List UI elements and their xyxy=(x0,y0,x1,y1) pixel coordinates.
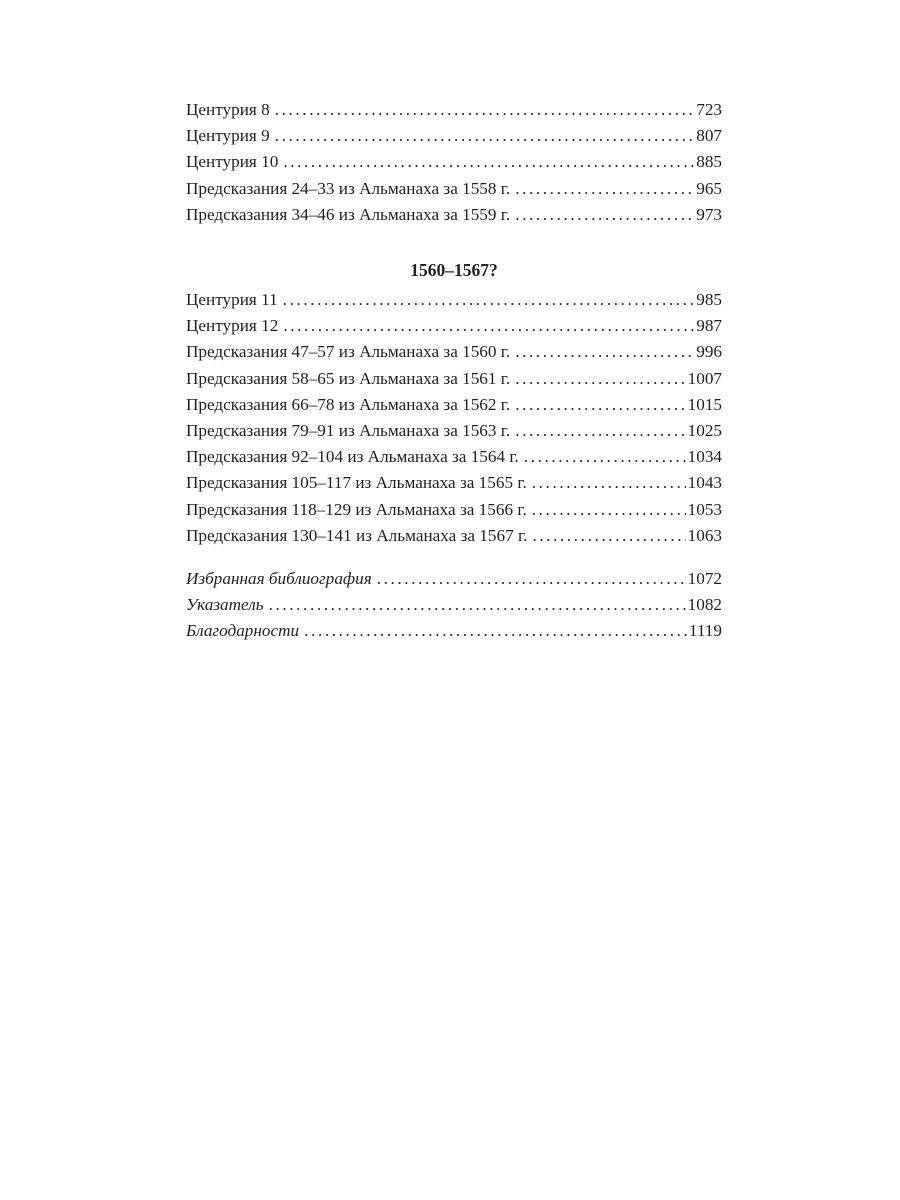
toc-entry xyxy=(186,618,722,644)
toc-entry-page: 723 xyxy=(696,100,722,119)
dot-leader xyxy=(283,149,694,175)
dot-leader xyxy=(283,287,695,313)
toc-entry-page: 1072 xyxy=(687,569,722,588)
toc-entry-label: Центурия 11 xyxy=(186,290,278,309)
toc-entry-page: 885 xyxy=(696,152,722,172)
dot-leader xyxy=(524,444,686,470)
dot-leader xyxy=(515,392,685,418)
dot-leader xyxy=(283,313,694,339)
toc-entry-page: 1015 xyxy=(687,394,722,414)
dot-leader xyxy=(515,176,694,202)
toc-entry-label: Центурия 9 xyxy=(186,126,270,146)
toc-entry-page: 965 xyxy=(696,178,722,198)
toc-entry-label: Центурия 10 xyxy=(186,152,279,172)
toc-entry xyxy=(186,313,722,339)
dot-leader xyxy=(515,366,685,392)
dot-leader xyxy=(304,618,687,644)
toc-entry xyxy=(186,444,722,470)
toc-block-centuries xyxy=(186,97,722,228)
toc-entry-label: Центурия 12 xyxy=(186,316,279,336)
dot-leader xyxy=(269,592,686,618)
toc-entry-label: Предсказания 92–104 из Альманаха за 1564 г. xyxy=(186,447,519,467)
dot-leader xyxy=(515,339,694,365)
toc-entry-label: Центурия 8 xyxy=(186,100,270,119)
toc-entry-label: Предсказания 66–78 из Альманаха за 1562 г. xyxy=(186,394,511,414)
toc-entry-label: Благодарности xyxy=(186,621,300,641)
toc-entry xyxy=(186,497,722,523)
dot-leader xyxy=(377,566,686,592)
toc-entry-page: 1025 xyxy=(687,420,722,440)
toc-entry xyxy=(186,592,722,618)
toc-block-back-matter xyxy=(186,566,722,645)
toc-entry xyxy=(186,339,722,365)
toc-entry xyxy=(186,366,722,392)
toc-entry xyxy=(186,418,722,444)
toc-entry-label: Предсказания 34–46 из Альманаха за 1559 г. xyxy=(186,204,511,224)
toc-entry xyxy=(186,97,722,123)
toc-entry-label: Предсказания 130–141 из Альманаха за 1567 г. xyxy=(186,525,528,545)
toc-entry xyxy=(186,123,722,149)
dot-leader xyxy=(275,97,695,123)
toc-entry-page: 807 xyxy=(696,126,722,146)
toc-entry-label: Предсказания 79–91 из Альманаха за 1563 г. xyxy=(186,420,511,440)
toc-entry xyxy=(186,523,722,549)
toc-entry xyxy=(186,566,722,592)
toc-entry xyxy=(186,470,722,496)
dot-leader xyxy=(275,123,695,149)
toc-entry xyxy=(186,149,722,175)
dot-leader xyxy=(515,202,694,228)
dot-leader xyxy=(532,523,685,549)
toc-entry-page: 1082 xyxy=(687,595,722,615)
dot-leader xyxy=(532,497,686,523)
toc-entry-page: 1063 xyxy=(687,525,722,545)
toc-entry-page: 973 xyxy=(696,204,722,224)
toc-entry xyxy=(186,392,722,418)
toc-entry-page: 1053 xyxy=(687,499,722,519)
toc-entry-label: Предсказания 105–117 из Альманаха за 1565 г. xyxy=(186,473,527,493)
toc-entry-page: 985 xyxy=(696,290,722,309)
toc-entry-page: 1007 xyxy=(687,368,722,388)
toc-entry-page: 1119 xyxy=(688,621,722,641)
toc-entry-page: 996 xyxy=(696,342,722,362)
toc-entry xyxy=(186,202,722,228)
toc-entry-label: Предсказания 24–33 из Альманаха за 1558 г. xyxy=(186,178,511,198)
dot-leader xyxy=(532,470,686,496)
toc-entry-label: Указатель xyxy=(186,595,264,615)
toc-block-1560-1567 xyxy=(186,287,722,549)
toc-entry xyxy=(186,176,722,202)
dot-leader xyxy=(515,418,685,444)
section-heading: 1560–1567? xyxy=(410,260,498,280)
toc-entry-page: 1043 xyxy=(687,473,722,493)
toc-entry-page: 987 xyxy=(696,316,722,336)
toc-entry-label: Предсказания 58–65 из Альманаха за 1561 г. xyxy=(186,368,511,388)
toc-entry-page: 1034 xyxy=(687,447,722,467)
toc-entry-label: Избранная библиография xyxy=(186,569,372,588)
toc-entry-label: Предсказания 118–129 из Альманаха за 1566 г. xyxy=(186,499,527,519)
toc-entry-label: Предсказания 47–57 из Альманаха за 1560 г. xyxy=(186,342,511,362)
toc-entry xyxy=(186,287,722,313)
